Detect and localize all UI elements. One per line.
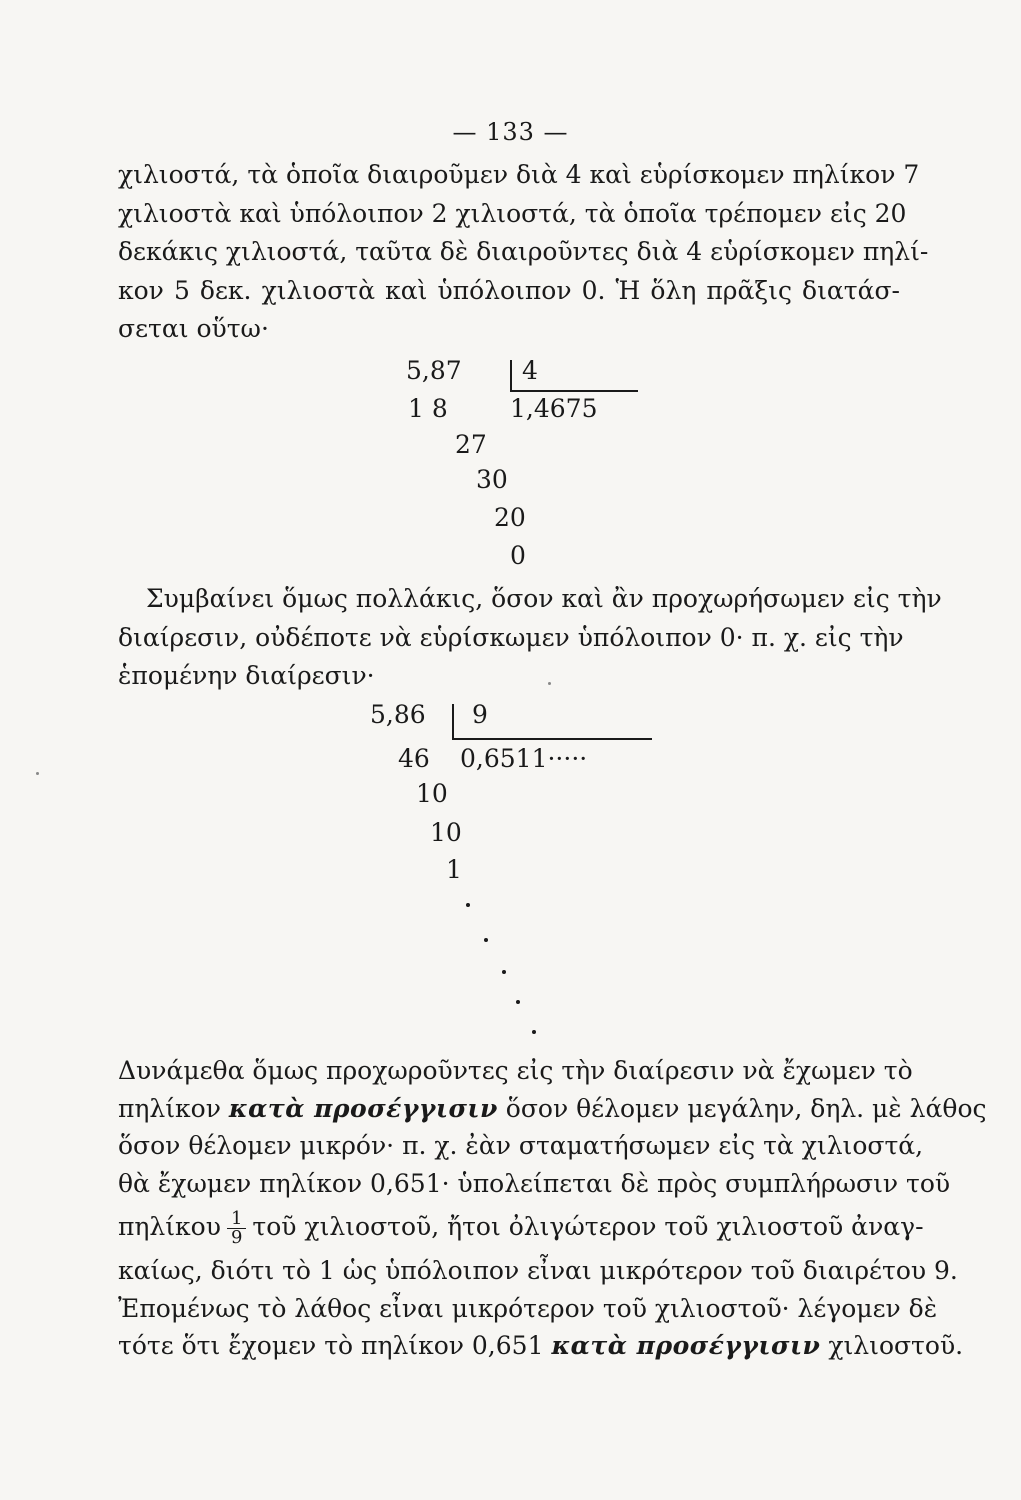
remainder-step: 1 bbox=[446, 855, 462, 884]
text-line bbox=[118, 1327, 964, 1365]
remainder-step: 27 bbox=[455, 430, 487, 459]
continuation-dot bbox=[516, 1000, 520, 1004]
text-line: θὰ ἔχωμεν πηλίκον 0,651· ὑπολείπεται δὲ πρὸς συμπλήρωσιν τοῦ bbox=[118, 1168, 951, 1198]
text-segment: ὅσον θέλομεν μεγάλην, δηλ. μὲ λάθος bbox=[505, 1093, 987, 1123]
text-line: σεται οὕτω· bbox=[118, 314, 269, 343]
divisor: 9 bbox=[472, 700, 488, 729]
text-segment: τότε ὅτι ἔχομεν τὸ πηλίκον 0,651 bbox=[118, 1331, 544, 1360]
text-line: Δυνάμεθα ὅμως προχωροῦντες εἰς τὴν διαίρεσιν νὰ ἔχωμεν τὸ bbox=[118, 1056, 913, 1085]
fraction-numerator: 1 bbox=[227, 1210, 246, 1229]
text-line: χιλιοστά, τὰ ὁποῖα διαιροῦμεν διὰ 4 καὶ εὑρίσκομεν πηλίκον 7 bbox=[118, 160, 920, 189]
continuation-dot bbox=[532, 1030, 536, 1034]
text-line: Συμβαίνει ὅμως πολλάκις, ὅσον καὶ ἂν προχωρήσωμεν εἰς τὴν bbox=[146, 584, 942, 613]
text-segment: πηλίκον bbox=[118, 1093, 221, 1123]
continuation-dot bbox=[502, 970, 506, 974]
quotient: 0,6511····· bbox=[460, 744, 588, 773]
remainder-step: 10 bbox=[430, 818, 462, 847]
division-bar-vertical bbox=[452, 704, 454, 740]
text-line: δεκάκις χιλιοστά, ταῦτα δὲ διαιροῦντες διὰ 4 εὑρίσκομεν πηλί- bbox=[118, 237, 929, 266]
continuation-dot bbox=[484, 938, 488, 942]
dividend: 5,87 bbox=[406, 356, 462, 385]
remainder-step: 20 bbox=[494, 503, 526, 532]
remainder-step: 0 bbox=[510, 541, 526, 570]
division-bar-horizontal bbox=[452, 738, 652, 740]
text-line: χιλιοστὰ καὶ ὑπόλοιπον 2 χιλιοστά, τὰ ὁποῖα τρέπομεν εἰς 20 bbox=[118, 198, 907, 228]
text-line bbox=[118, 1090, 987, 1128]
remainder-step: 10 bbox=[416, 779, 448, 808]
text-line: καίως, διότι τὸ 1 ὡς ὑπόλοιπον εἶναι μικρότερον τοῦ διαιρέτου 9. bbox=[118, 1256, 958, 1285]
page-number: — 133 — bbox=[452, 118, 569, 146]
remainder-step: 1 8 bbox=[408, 394, 448, 423]
text-line: κον 5 δεκ. χιλιοστὰ καὶ ὑπόλοιπον 0. Ἡ ὅλη πρᾶξις διατάσ- bbox=[118, 275, 900, 305]
continuation-dot bbox=[466, 903, 470, 907]
scan-speck bbox=[548, 682, 551, 685]
fraction-denominator: 9 bbox=[230, 1227, 243, 1248]
text-line: ὅσον θέλομεν μικρόν· π. χ. ἐὰν σταματήσωμεν εἰς τὰ χιλιοστά, bbox=[118, 1131, 924, 1160]
emphasis-text: κατὰ προσέγγισιν bbox=[228, 1093, 498, 1123]
text-line: διαίρεσιν, οὐδέποτε νὰ εὑρίσκωμεν ὑπόλοιπον 0· π. χ. εἰς τὴν bbox=[118, 622, 904, 652]
text-line bbox=[118, 1202, 924, 1252]
dividend: 5,86 bbox=[370, 700, 426, 729]
divisor: 4 bbox=[522, 356, 538, 385]
quotient: 1,4675 bbox=[510, 394, 598, 423]
text-segment: τοῦ χιλιοστοῦ, ἤτοι ὀλιγώτερον τοῦ χιλιοστοῦ ἀναγ- bbox=[252, 1212, 924, 1241]
remainder-step: 46 bbox=[398, 744, 430, 773]
emphasis-text: κατὰ προσέγγισιν bbox=[551, 1331, 821, 1360]
fraction-one-ninth bbox=[227, 1210, 246, 1247]
paragraph-3 bbox=[118, 1052, 987, 1365]
text-segment: χιλιοστοῦ. bbox=[828, 1331, 964, 1360]
scan-speck bbox=[36, 772, 39, 775]
text-line: Ἐπομένως τὸ λάθος εἶναι μικρότερον τοῦ χιλιοστοῦ· λέγομεν δὲ bbox=[118, 1293, 938, 1323]
text-segment: πηλίκου bbox=[118, 1212, 221, 1241]
remainder-step: 30 bbox=[476, 465, 508, 494]
text-line: ἑπομένην διαίρεσιν· bbox=[118, 661, 375, 690]
